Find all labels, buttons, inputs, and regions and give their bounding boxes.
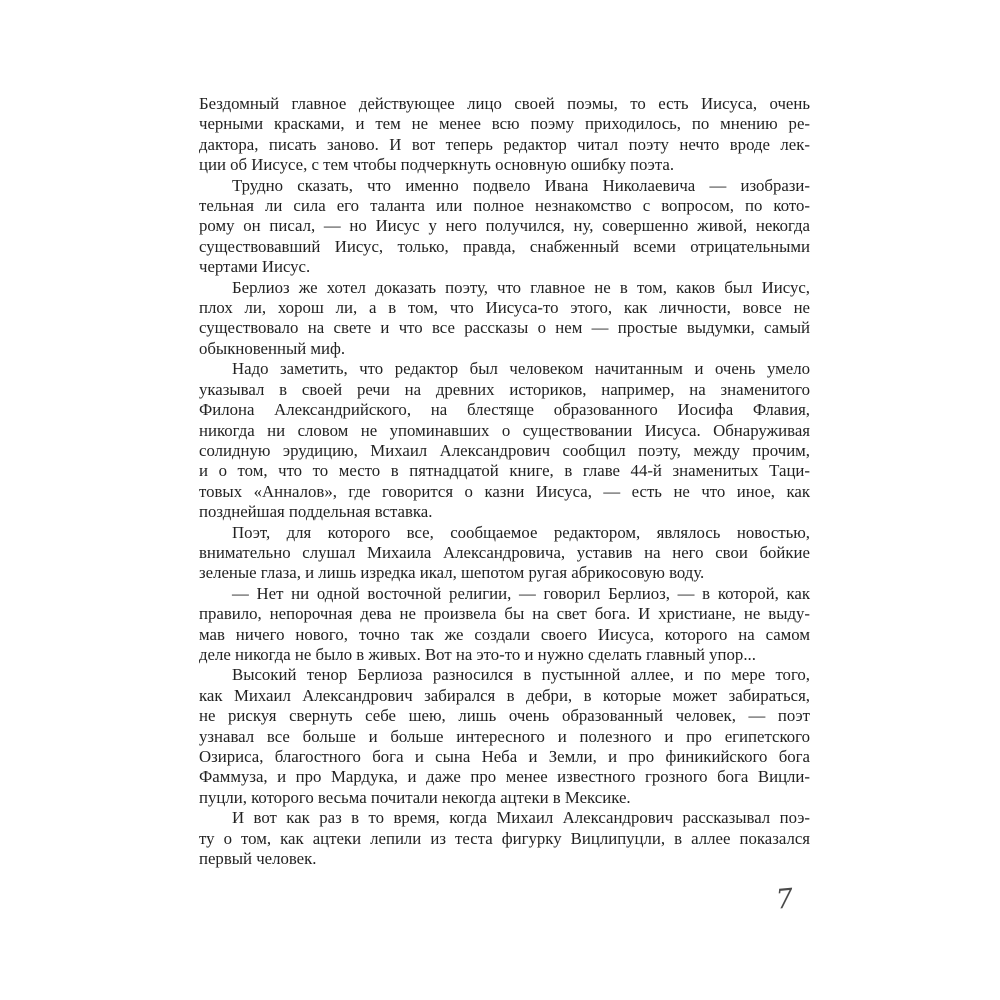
text-line: тельная ли сила его таланта или полное незнакомство с вопросом, по кото-	[199, 196, 810, 216]
paragraph	[199, 278, 810, 360]
text-line: И вот как раз в то время, когда Михаил Александрович рассказывал поэ-	[232, 808, 810, 828]
text-line: существовало на свете и что все рассказы о нем — простые выдумки, самый	[199, 318, 810, 338]
paragraph	[199, 523, 810, 584]
text-line: товых «Анналов», где говорится о казни Иисуса, — есть не что иное, как	[199, 481, 810, 501]
paragraph	[199, 94, 810, 176]
text-line: ции об Иисусе, с тем чтобы подчеркнуть основную ошибку поэта.	[199, 155, 675, 175]
text-line: обыкновенный миф.	[199, 338, 346, 358]
text-line: — Нет ни одной восточной религии, — говорил Берлиоз, — в которой, как	[232, 583, 810, 603]
text-line: и о том, что то место в пятнадцатой книге, в главе 44-й знаменитых Таци-	[199, 461, 810, 481]
text-line: не рискуя свернуть себе шею, лишь очень образованный человек, — поэт	[199, 706, 810, 726]
text-line: Озириса, благостного бога и сына Неба и Земли, и про финикийского бога	[199, 747, 810, 766]
text-line: Поэт, для которого все, сообщаемое редактором, являлось новостью,	[232, 522, 810, 542]
text-line: как Михаил Александрович забирался в дебри, в которые может забираться,	[199, 685, 810, 705]
text-line: зеленые глаза, и лишь изредка икал, шепотом ругая абрикосовую воду.	[199, 563, 705, 583]
text-line: существовавший Иисус, только, правда, снабженный всеми отрицательными	[199, 236, 810, 256]
page-number: 7	[774, 883, 795, 916]
text-line: Высокий тенор Берлиоза разносился в пустынной аллее, и по мере того,	[232, 665, 810, 685]
paragraph	[199, 665, 810, 808]
paragraph	[199, 584, 810, 666]
text-line: Берлиоз же хотел доказать поэту, что главное не в том, каков был Иисус,	[232, 277, 810, 297]
text-line: позднейшая поддельная вставка.	[199, 502, 433, 522]
text-line: дактора, писать заново. И вот теперь редактор читал поэту нечто вроде лек-	[199, 134, 810, 154]
text-line: мав ничего нового, точно так же создали своего Иисуса, которого на самом	[199, 624, 810, 644]
text-line: рому он писал, — но Иисус у него получился, ну, совершенно живой, некогда	[199, 216, 810, 236]
text-line: никогда ни словом не упоминавших о существовании Иисуса. Обнаруживая	[199, 420, 810, 440]
text-line: Филона Александрийского, на блестяще образованного Иосифа Флавия,	[199, 400, 810, 420]
text-line: Трудно сказать, что именно подвело Ивана Николаевича — изобрази-	[232, 175, 810, 195]
paragraph	[199, 359, 810, 522]
text-line: черными красками, и тем не менее всю поэму приходилось, по мнению ре-	[199, 114, 810, 134]
text-line: солидную эрудицию, Михаил Александрович сообщил поэту, между прочим,	[199, 440, 810, 460]
text-line: указывал в своей речи на древних историков, например, на знаменитого	[199, 379, 810, 399]
text-line: внимательно слушал Михаила Александровича, уставив на него свои бойкие	[199, 542, 810, 562]
text-line: первый человек.	[199, 849, 317, 869]
text-line: узнавал все больше и больше интересного и полезного и про египетского	[199, 726, 810, 746]
paragraph	[199, 176, 810, 278]
text-line: правило, непорочная дева не произвела бы на свет бога. И христиане, не выду-	[199, 604, 810, 624]
text-line: деле никогда не было в живых. Вот на это-то и нужно сделать главный упор...	[199, 644, 756, 664]
text-line: чертами Иисус.	[199, 257, 311, 277]
text-line: Надо заметить, что редактор был человеком начитанным и очень умело	[232, 359, 810, 379]
text-line: Фаммуза, и про Мардука, и даже про менее известного грозного бога Вицли-	[199, 767, 810, 787]
text-line: Бездомный главное действующее лицо своей поэмы, то есть Иисуса, очень	[199, 94, 810, 113]
text-line: ту о том, как ацтеки лепили из теста фигурку Вицлипуцли, в аллее показался	[199, 828, 810, 848]
text-block	[199, 94, 810, 869]
text-line: пуцли, которого весьма почитали некогда ацтеки в Мексике.	[199, 787, 631, 807]
paragraph	[199, 808, 810, 869]
text-line: плох ли, хорош ли, а в том, что Иисуса-то этого, как личности, вовсе не	[199, 298, 810, 318]
